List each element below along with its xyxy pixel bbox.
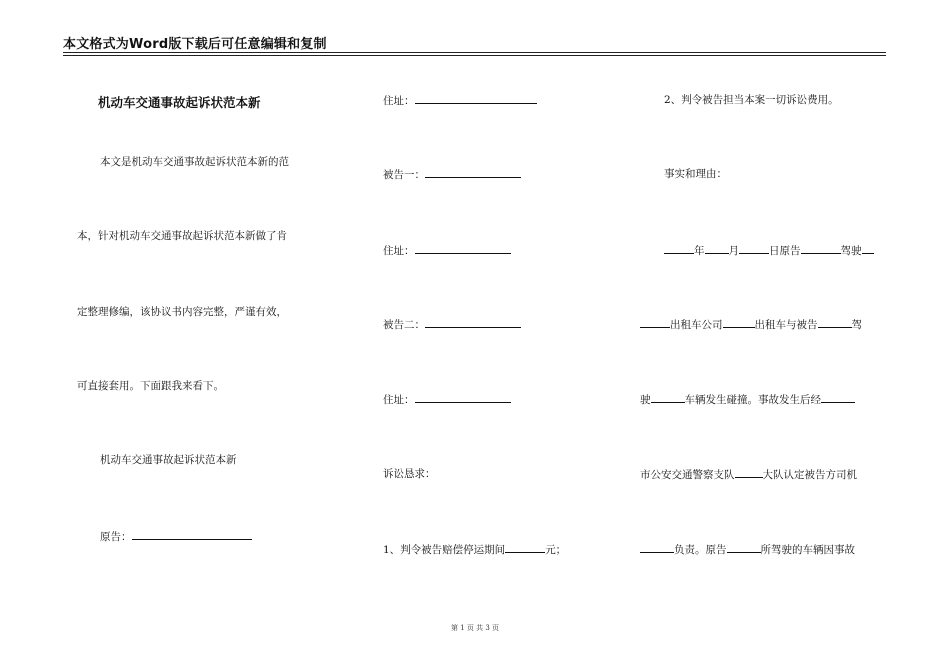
facts-line-5	[640, 542, 855, 557]
year-label: 年	[694, 245, 705, 257]
defendant-1-label: 被告一：	[383, 169, 425, 181]
drive-blank[interactable]	[862, 243, 874, 254]
address-1-blank[interactable]	[415, 93, 537, 104]
address-1-label: 住址：	[383, 95, 415, 107]
defendant-1-blank[interactable]	[425, 167, 521, 178]
responsibility-blank[interactable]	[640, 542, 674, 553]
taxi-defendant-label: 出租车与被告	[754, 319, 818, 331]
police-text: 市公安交通警察支队	[640, 469, 735, 481]
address-1-line	[383, 93, 537, 108]
claim-1-text: 1、判令被告赔偿停运期间	[383, 544, 506, 556]
intro-line-3: 定整理修编，该协议书内容完整，严谨有效，	[77, 306, 287, 318]
day-blank[interactable]	[739, 243, 769, 254]
taxi-company-label: 出租车公司	[670, 319, 723, 331]
plaintiff-name-blank[interactable]	[801, 243, 841, 254]
responsibility-text: 负责。原告	[674, 544, 727, 556]
facts-line-1	[664, 243, 874, 258]
address-2-label: 住址：	[383, 245, 415, 257]
document-title: 机动车交通事故起诉状范本新	[98, 95, 261, 110]
claim-2-line: 2、判令被告担当本案一切诉讼费用。	[664, 94, 839, 106]
brigade-blank[interactable]	[735, 467, 763, 478]
address-2-line	[383, 243, 511, 258]
defendant-2-label: 被告二：	[383, 319, 425, 331]
month-blank[interactable]	[705, 243, 729, 254]
plaintiff-label: 原告：	[100, 531, 132, 543]
claim-1-amount-blank[interactable]	[505, 542, 545, 553]
vehicle-accident-text: 所驾驶的车辆因事故	[760, 544, 855, 556]
address-2-blank[interactable]	[415, 243, 511, 254]
plaintiff-vehicle-blank[interactable]	[727, 542, 761, 553]
after-accident-blank[interactable]	[821, 392, 855, 403]
intro-line-2: 本，针对机动车交通事故起诉状范本新做了肯	[77, 230, 287, 242]
intro-line-4: 可直接套用。下面跟我来看下。	[77, 380, 224, 392]
section-subtitle: 机动车交通事故起诉状范本新	[100, 454, 237, 466]
defendant-1-line	[383, 167, 521, 182]
header-rule-top	[63, 52, 886, 53]
company-blank[interactable]	[640, 317, 670, 328]
defendant-name-blank[interactable]	[818, 317, 852, 328]
claims-label: 诉讼恳求：	[383, 468, 436, 480]
claim-1-unit: 元；	[545, 544, 567, 556]
facts-line-2	[640, 317, 862, 332]
claim-1-line	[383, 542, 566, 557]
intro-line-1: 本文是机动车交通事故起诉状范本新的范	[100, 156, 289, 168]
document-header: 本文格式为Word版下载后可任意编辑和复制	[63, 37, 327, 52]
page-footer: 第 1 页 共 3 页	[450, 624, 500, 632]
plaintiff-line	[100, 529, 252, 544]
address-3-line	[383, 392, 511, 407]
vehicle-blank[interactable]	[651, 392, 685, 403]
month-label: 月	[728, 245, 739, 257]
drive-label: 驾驶	[840, 245, 862, 257]
facts-line-4	[640, 467, 857, 482]
drive-char-label-2: 驶	[640, 394, 651, 406]
facts-label: 事实和理由：	[664, 168, 727, 180]
defendant-2-blank[interactable]	[425, 317, 521, 328]
plaintiff-blank[interactable]	[132, 529, 252, 540]
address-3-blank[interactable]	[415, 392, 511, 403]
facts-line-3	[640, 392, 855, 407]
header-rule-bottom	[63, 55, 886, 56]
year-blank[interactable]	[664, 243, 694, 254]
drive-char-label: 驾	[851, 319, 862, 331]
collision-text: 车辆发生碰撞。事故发生后经	[684, 394, 821, 406]
address-3-label: 住址：	[383, 394, 415, 406]
brigade-text: 大队认定被告方司机	[762, 469, 857, 481]
day-plaintiff-label: 日原告	[769, 245, 801, 257]
taxi-blank[interactable]	[723, 317, 755, 328]
defendant-2-line	[383, 317, 521, 332]
